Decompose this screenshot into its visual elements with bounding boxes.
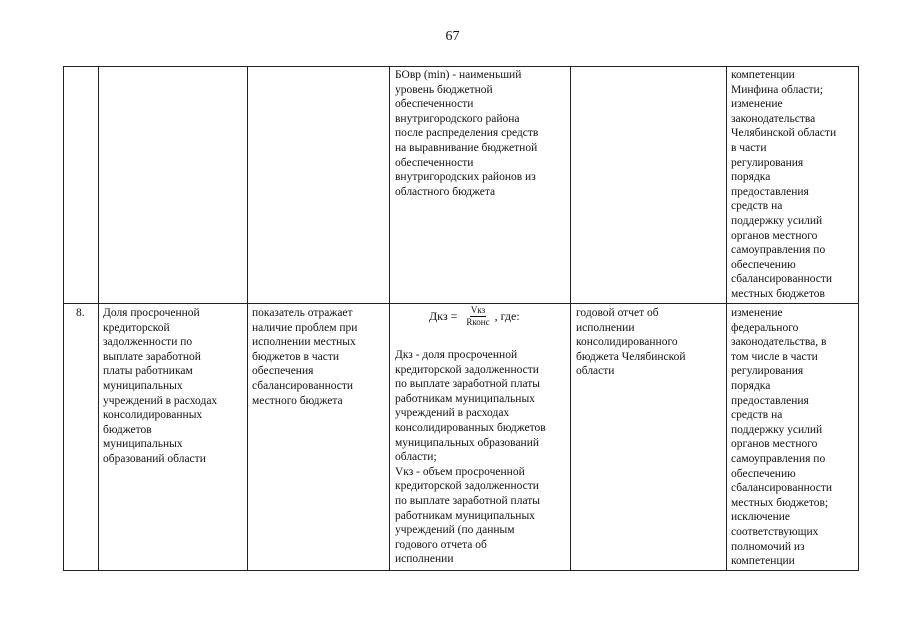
prev-row-formula-notes: БОвр (min) - наименьший уровень бюджетной обеспеченности внутригородского района после распределения средств на выравнивание бюджетной обеспеченности внутригородских районов из областного бюджета — [395, 69, 539, 198]
indicator-table — [63, 66, 859, 571]
formula-lhs: Дкз = — [429, 309, 458, 323]
formula-denominator: Rконс — [466, 317, 490, 327]
formula-fraction — [466, 305, 489, 328]
formula-description: Дкз - доля просроченной кредиторской задолженности по выплате заработной платы работникам муниципальных учреждений в расходах консолидированных бюджетов муниципальных образований области; Vкз - объем просроченной кредиторской задолженности по выплате заработной платы работникам муниципальных учреждений (по данным годового отчета об исполнении — [395, 349, 546, 566]
formula-suffix: , где: — [494, 309, 520, 323]
column-divider — [389, 67, 390, 570]
data-source: годовой отчет об исполнении консолидированного бюджета Челябинской области — [576, 307, 686, 378]
formula — [429, 305, 520, 328]
risk-factors: изменение федерального законодательства, в том числе в части регулирования порядка предоставления средств на поддержку усилий органов местного самоуправления по обеспечению сбалансированности местных бюджетов; исключение соответствующих полномочий из компетенции — [731, 307, 833, 568]
row-number: 8. — [76, 307, 85, 319]
page-number: 67 — [445, 29, 460, 44]
prev-row-factors: компетенции Минфина области; изменение законодательства Челябинской области в части регулирования порядка предоставления средств на поддержку усилий органов местного самоуправления по обеспечению сбалансированности местных бюджетов — [731, 69, 837, 300]
column-divider — [726, 67, 727, 570]
column-divider — [98, 67, 99, 570]
indicator-name: Доля просроченной кредиторской задолженности по выплате заработной платы работникам муниципальных учреждений в расходах консолидированных бюджетов муниципальных образований области — [103, 307, 218, 465]
column-divider — [570, 67, 571, 570]
row-divider — [64, 303, 858, 304]
formula-numerator: Vкз — [470, 305, 486, 315]
column-divider — [247, 67, 248, 570]
indicator-meaning: показатель отражает наличие проблем при исполнении местных бюджетов в части обеспечения сбалансированности местного бюджета — [252, 307, 358, 407]
